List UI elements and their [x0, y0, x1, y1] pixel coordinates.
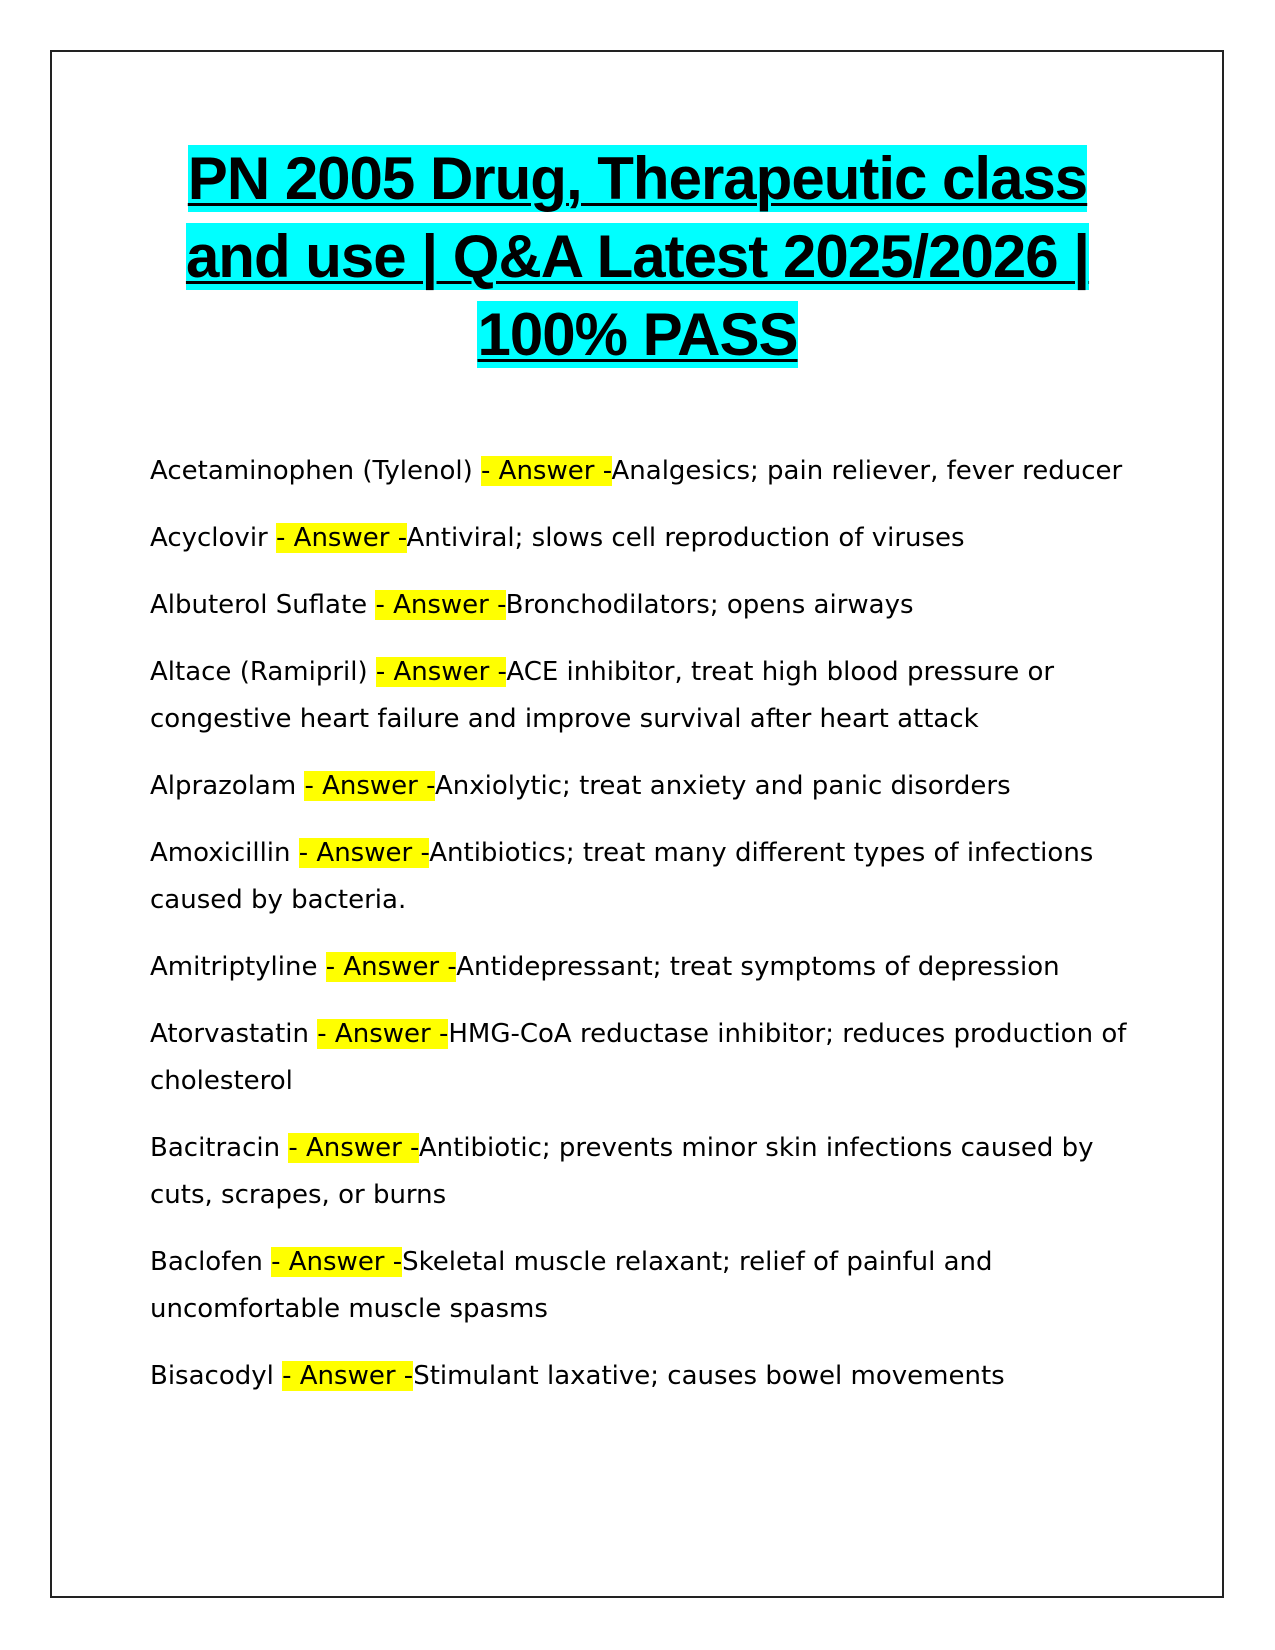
- qa-item: [150, 1011, 1130, 1105]
- answer-text: Bronchodilators; opens airways: [505, 590, 914, 620]
- qa-item: [150, 582, 1130, 629]
- answer-text: Stimulant laxative; causes bowel movements: [413, 1361, 1005, 1391]
- qa-item: [150, 944, 1130, 991]
- document-title: [160, 140, 1115, 374]
- drug-name: Atorvastatin: [150, 1019, 318, 1049]
- answer-marker: - Answer -: [375, 657, 507, 687]
- qa-item: [150, 830, 1130, 924]
- qa-item: [150, 1239, 1130, 1333]
- document-title-text: PN 2005 Drug, Therapeutic class and use | Q&A Latest 2025/2026 | 100% PASS: [185, 145, 1090, 368]
- title-block: [160, 140, 1115, 374]
- drug-name: Amoxicillin: [150, 838, 299, 868]
- drug-name: Alprazolam: [150, 771, 305, 801]
- qa-item: [150, 649, 1130, 743]
- drug-name: Acetaminophen (Tylenol): [150, 456, 482, 486]
- qa-item: [150, 1353, 1130, 1400]
- qa-item: [150, 1125, 1130, 1219]
- qa-list: [150, 448, 1130, 1420]
- answer-text: Antibiotics; treat many different types of infections caused by bacteria.: [150, 838, 1094, 915]
- answer-text: HMG-CoA reductase inhibitor; reduces production of cholesterol: [150, 1019, 1127, 1096]
- answer-text: Antibiotic; prevents minor skin infections caused by cuts, scrapes, or burns: [150, 1133, 1094, 1210]
- answer-marker: - Answer -: [325, 952, 457, 982]
- answer-marker: - Answer -: [304, 771, 435, 801]
- drug-name: Altace (Ramipril): [150, 657, 376, 687]
- answer-marker: - Answer -: [276, 523, 407, 553]
- qa-item: [150, 448, 1130, 495]
- qa-item: [150, 763, 1130, 810]
- answer-text: Analgesics; pain reliever, fever reducer: [611, 456, 1123, 486]
- drug-name: Amitriptyline: [150, 952, 326, 982]
- answer-marker: - Answer -: [298, 838, 430, 868]
- answer-text: Antidepressant; treat symptoms of depression: [456, 952, 1060, 982]
- drug-name: Acyclovir: [150, 523, 277, 553]
- drug-name: Bisacodyl: [150, 1361, 283, 1391]
- answer-marker: - Answer -: [481, 456, 612, 486]
- drug-name: Bacitracin: [150, 1133, 289, 1163]
- answer-marker: - Answer -: [288, 1133, 419, 1163]
- answer-marker: - Answer -: [317, 1019, 449, 1049]
- answer-text: Antiviral; slows cell reproduction of viruses: [406, 523, 965, 553]
- answer-text: Anxiolytic; treat anxiety and panic disorders: [434, 771, 1011, 801]
- answer-text: Skeletal muscle relaxant; relief of painful and uncomfortable muscle spasms: [150, 1247, 993, 1324]
- answer-marker: - Answer -: [271, 1247, 403, 1277]
- drug-name: Albuterol Suflate: [150, 590, 376, 620]
- drug-name: Baclofen: [150, 1247, 272, 1277]
- answer-text: ACE inhibitor, treat high blood pressure or congestive heart failure and improve survival after heart attack: [150, 657, 1055, 734]
- answer-marker: - Answer -: [375, 590, 506, 620]
- qa-item: [150, 515, 1130, 562]
- answer-marker: - Answer -: [282, 1361, 414, 1391]
